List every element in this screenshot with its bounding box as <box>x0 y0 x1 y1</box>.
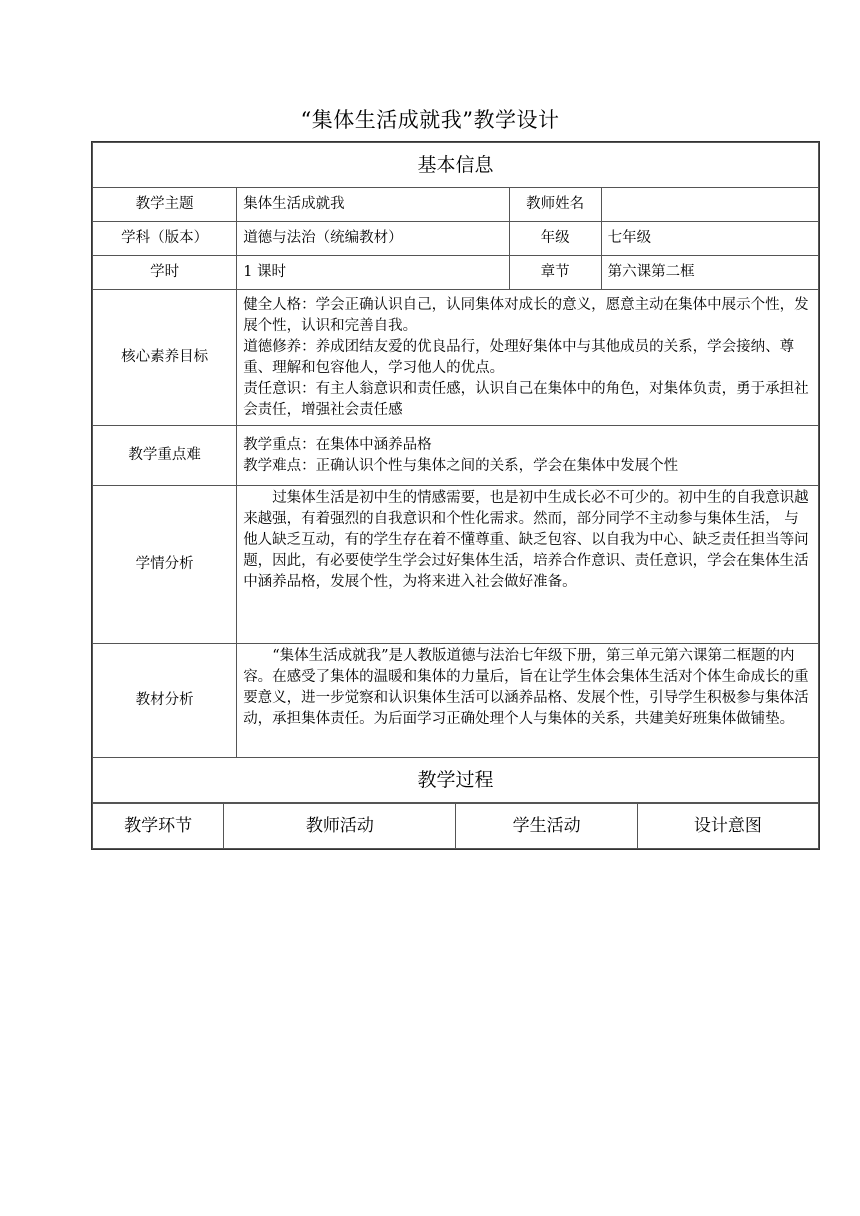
basic-info-table <box>92 142 819 803</box>
lesson-plan-table <box>91 141 820 850</box>
material-label: 教材分析 <box>93 644 237 758</box>
keypoints-label: 教学重点难 <box>93 426 237 486</box>
document-title: “集体生活成就我”教学设计 <box>300 108 560 132</box>
learner-cell <box>237 486 819 644</box>
keypoint-line: 教学重点：在集体中涵养品格 <box>243 436 432 453</box>
process-header-student: 学生活动 <box>456 804 637 849</box>
process-header-stage: 教学环节 <box>93 804 224 849</box>
grade-label: 年级 <box>509 222 601 256</box>
section-process: 教学过程 <box>93 758 819 803</box>
material-cell <box>237 644 819 758</box>
learner-label: 学情分析 <box>93 486 237 644</box>
material-analysis-text: “集体生活成就我”是人教版道德与法治七年级下册，第三单元第六课第二框题的内容。在感受了集体的温暖和集体的力量后，旨在让学生体会集体生活对个体生命成长的重要意义，进一步觉察和认识集体生活可以涵养品格、发展个性，引导学生积极参与集体活动，承担集体责任。为后面学习正确处理个人与集体的关系，共建美好班集体做铺垫。 <box>243 648 809 727</box>
grade-value: 七年级 <box>601 222 818 256</box>
chapter-label: 章节 <box>509 256 601 290</box>
section-basic-info: 基本信息 <box>93 143 819 188</box>
chapter-value: 第六课第二框 <box>601 256 818 290</box>
process-header-teacher: 教师活动 <box>224 804 456 849</box>
teacher-value <box>601 188 818 222</box>
keypoints-content <box>237 426 819 486</box>
hours-label: 学时 <box>93 256 237 290</box>
topic-value: 集体生活成就我 <box>237 188 509 222</box>
core-goal-line: 责任意识：有主人翁意识和责任感，认识自己在集体中的角色，对集体负责，勇于承担社会责任，增强社会责任感 <box>243 380 809 418</box>
subject-value: 道德与法治（统编教材） <box>237 222 509 256</box>
learner-analysis-text: 过集体生活是初中生的情感需要，也是初中生成长必不可少的。初中生的自我意识越来越强，有着强烈的自我意识和个性化需求。然而，部分同学不主动参与集体生活， 与他人缺乏互动，有的学生存在着不懂尊重、缺乏包容、以自我为中心、缺乏责任担当等问题，因此，有必要使学生学会过好集体生活，培养合作意识、责任意识，学会在集体生活中涵养品格，发展个性，为将来进入社会做好准备。 <box>243 490 809 590</box>
subject-label: 学科（版本） <box>93 222 237 256</box>
core-goal-line: 道德修养：养成团结友爱的优良品行，处理好集体中与其他成员的关系，学会接纳、尊重、理解和包容他人，学习他人的优点。 <box>243 338 795 376</box>
keypoint-line: 教学难点：正确认识个性与集体之间的关系，学会在集体中发展个性 <box>243 457 679 474</box>
core-goal-line: 健全人格：学会正确认识自己，认同集体对成长的意义，愿意主动在集体中展示个性，发展个性，认识和完善自我。 <box>243 296 809 334</box>
core-goals <box>237 290 819 426</box>
process-header-intent: 设计意图 <box>637 804 818 849</box>
process-header-table <box>92 803 819 849</box>
teacher-label: 教师姓名 <box>509 188 601 222</box>
hours-value: 1 课时 <box>237 256 509 290</box>
topic-label: 教学主题 <box>93 188 237 222</box>
core-label: 核心素养目标 <box>93 290 237 426</box>
